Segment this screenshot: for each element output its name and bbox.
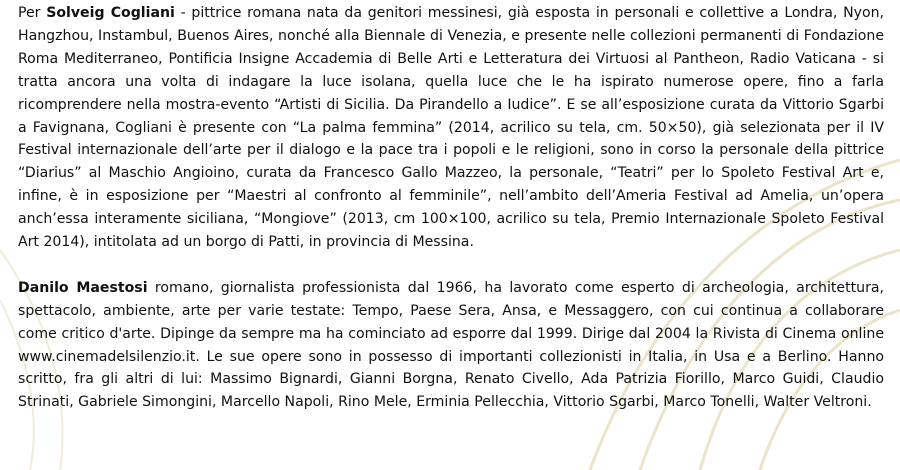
paragraph-danilo-maestosi [18, 277, 884, 414]
artist-name-bold: Solveig Cogliani [46, 5, 175, 21]
paragraph-solveig-cogliani [18, 2, 884, 254]
document-body [18, 2, 884, 414]
paragraph-lead: Per [18, 5, 47, 21]
paragraph-text: romano, giornalista professionista dal 1966, ha lavorato come esperto di archeologia, architettura, spettacolo, ambiente, arte per varie testate: Tempo, Paese Sera, Ansa, e Messaggero, con cui continua a collaborare come critico d'arte. Dipinge da sempre ma ha cominciato ad esporre dal 1999. Dirige dal 2004 la Rivista di Cinema online www.cinemadelsilenzio.it. Le sue opere sono in possesso di importanti collezionisti in Italia, in Usa e a Berlino. Hanno scritto, fra gli altri di lui: Massimo Bignardi, Gianni Borgna, Renato Civello, Ada Patrizia Fiorillo, Marco Guidi, Claudio Strinati, Gabriele Simongini, Marcello Napoli, Rino Mele, Erminia Pellecchia, Vittorio Sgarbi, Marco Tonelli, Walter Veltroni. [18, 279, 884, 411]
paragraph-text: - pittrice romana nata da genitori messinesi, già esposta in personali e collettive a Londra, Nyon, Hangzhou, Instambul, Buenos Aires, nonché alla Biennale di Venezia, e presente nelle collezioni permanenti di Fondazione Roma Mediterraneo, Pontificia Insigne Accademia di Belle Arti e Letteratura dei Virtuosi al Pantheon, Radio Vaticana - si tratta ancora una volta di indagare la luce isolana, quella luce che le ha ispirato numerose opere, fino a farla ricomprendere nella mostra-evento “Artisti di Sicilia. Da Pirandello a Iudice”. E se all’esposizione curata da Vittorio Sgarbi a Favignana, Cogliani è presente con “La palma femmina” (2014, acrilico su tela, cm. 50×50), già selezionata per il IV Festival internazionale dell’arte per il dialogo e la pace tra i popoli e le religioni, sono in corso la personale della pittrice “Diarius” al Maschio Angioino, curata da Francesco Gallo Mazzeo, la personale, “Teatri” per lo Spoleto Festival Art e, infine, è in esposizione per “Maestri al confronto al femminile”, nell’ambito dell’Ameria Festival ad Amelia, un’opera anch’essa interamente siciliana, “Mongiove” (2013, cm 100×100, acrilico su tela, Premio Internazionale Spoleto Festival Art 2014), intitolata ad un borgo di Patti, in provincia di Messina. [18, 5, 884, 251]
artist-name-bold: Danilo Maestosi [18, 279, 148, 296]
